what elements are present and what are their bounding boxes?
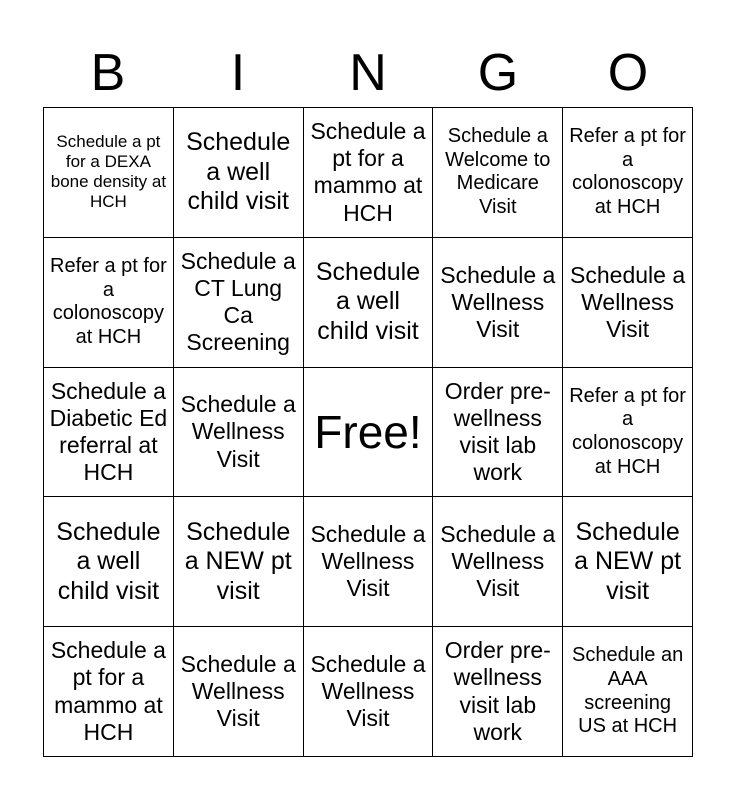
bingo-cell[interactable] — [174, 497, 304, 627]
cell-text: Schedule an AAA screening US at HCH — [571, 644, 684, 738]
bingo-cell[interactable] — [433, 368, 563, 498]
cell-text: Schedule a Welcome to Medicare Visit — [445, 125, 551, 218]
cell-text: Schedule a NEW pt visit — [184, 517, 292, 605]
bingo-cell[interactable] — [563, 108, 693, 238]
bingo-cell[interactable] — [304, 108, 434, 238]
bingo-cell[interactable] — [174, 627, 304, 757]
cell-text: Schedule a Wellness Visit — [570, 261, 686, 342]
cell-text: Schedule a pt for a DEXA bone density at HCH — [50, 132, 167, 212]
bingo-header — [43, 38, 693, 108]
bingo-cell[interactable] — [433, 497, 563, 627]
cell-text: Refer a pt for a colonoscopy at HCH — [569, 384, 686, 478]
cell-text: Schedule a CT Lung Ca Screening — [180, 247, 296, 356]
bingo-cell[interactable] — [44, 238, 174, 368]
cell-text: Schedule a well child visit — [56, 517, 161, 605]
bingo-cell[interactable] — [433, 108, 563, 238]
cell-text: Order pre-wellness visit lab work — [444, 377, 551, 486]
cell-text: Schedule a Wellness Visit — [180, 650, 296, 732]
header-letter-i: I — [230, 44, 246, 102]
bingo-cell[interactable] — [304, 238, 434, 368]
bingo-cell[interactable] — [174, 368, 304, 498]
bingo-cell[interactable] — [433, 627, 563, 757]
cell-text: Schedule a Diabetic Ed referral at HCH — [49, 377, 168, 486]
header-letter-o: O — [607, 44, 649, 102]
header-letter-n: N — [349, 44, 387, 102]
cell-text: Refer a pt for a colonoscopy at HCH — [50, 255, 167, 348]
bingo-cell[interactable] — [44, 368, 174, 498]
bingo-cell[interactable] — [44, 108, 174, 238]
header-letter-b: B — [90, 44, 126, 102]
bingo-cell[interactable] — [44, 497, 174, 627]
cell-text: Schedule a Wellness Visit — [310, 650, 426, 732]
cell-text: Order pre-wellness visit lab work — [444, 637, 551, 745]
bingo-cell[interactable] — [563, 368, 693, 498]
bingo-board — [43, 107, 693, 757]
bingo-cell[interactable] — [174, 108, 304, 238]
cell-text: Refer a pt for a colonoscopy at HCH — [569, 125, 686, 218]
bingo-cell[interactable] — [433, 238, 563, 368]
cell-text: Schedule a well child visit — [186, 128, 291, 216]
free-space-cell[interactable] — [304, 368, 434, 498]
cell-text: Schedule a well child visit — [315, 257, 421, 345]
bingo-cell[interactable] — [304, 627, 434, 757]
cell-text: Schedule a Wellness Visit — [180, 391, 296, 472]
cell-text: Schedule a NEW pt visit — [574, 517, 682, 605]
free-space-text: Free! — [314, 405, 422, 458]
bingo-cell[interactable] — [44, 627, 174, 757]
bingo-cell[interactable] — [563, 627, 693, 757]
cell-text: Schedule a Wellness Visit — [440, 521, 556, 602]
cell-text: Schedule a Wellness Visit — [440, 261, 556, 342]
bingo-cell[interactable] — [174, 238, 304, 368]
bingo-cell[interactable] — [563, 238, 693, 368]
bingo-cell[interactable] — [563, 497, 693, 627]
cell-text: Schedule a pt for a mammo at HCH — [50, 637, 166, 745]
bingo-cell[interactable] — [304, 497, 434, 627]
header-letter-g: G — [477, 44, 519, 102]
cell-text: Schedule a pt for a mammo at HCH — [310, 118, 426, 226]
cell-text: Schedule a Wellness Visit — [310, 521, 426, 602]
